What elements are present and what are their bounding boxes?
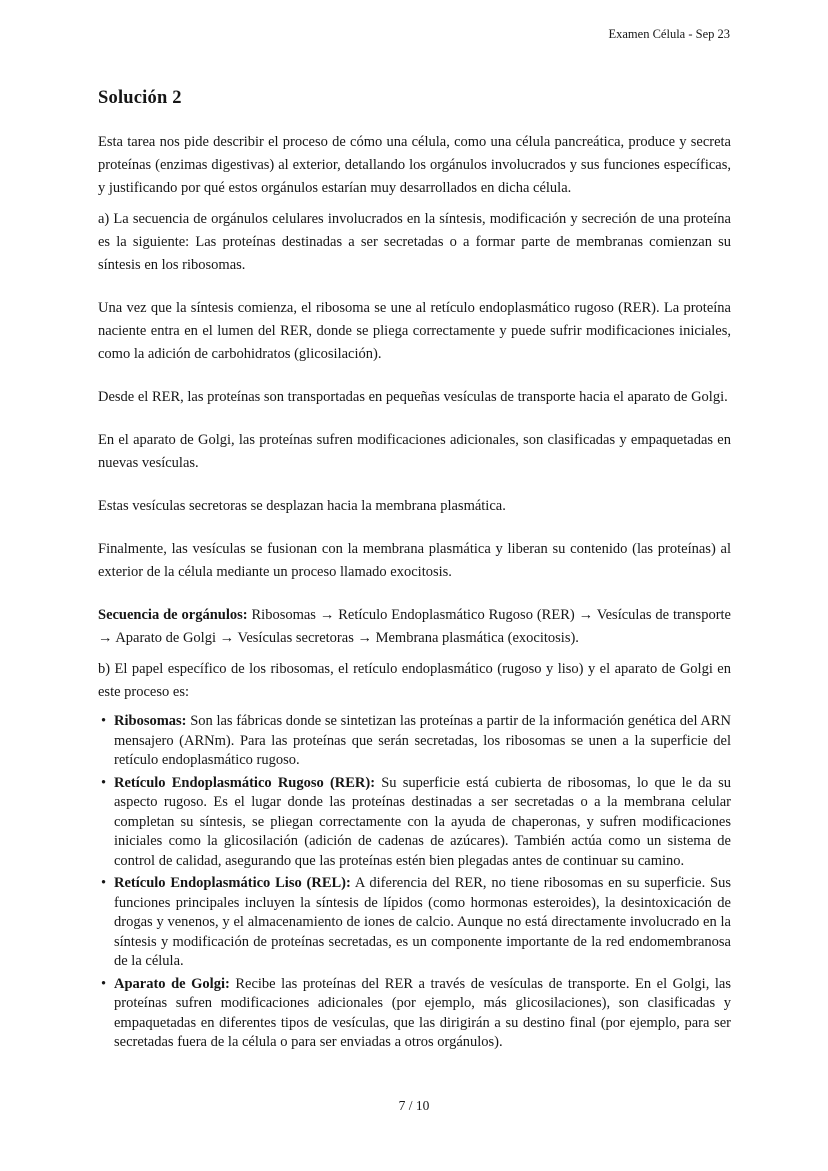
list-item-body: Son las fábricas donde se sintetizan las proteínas a partir de la información genética del ARN mensajero (ARNm). Para las proteínas que serán secretadas, los ribosomas se unen a la superficie del retículo endoplasmático rugoso.	[114, 713, 731, 768]
list-item-label: Ribosomas:	[114, 713, 187, 729]
list-item-body: A diferencia del RER, no tiene ribosomas en su superficie. Sus funciones principales incluyen la síntesis de lípidos (como hormonas esteroides), la desintoxicación de drogas y venenos, y el almacenamiento de iones de calcio. Aunque no está directamente involucrado en la síntesis y modificación de proteínas secretadas, es un componente importante de la red endomembranosa de la célula.	[114, 875, 732, 969]
paragraph-task-intro: Esta tarea nos pide describir el proceso de cómo una célula, como una célula pancreática, produce y secreta proteínas (enzimas digestivas) al exterior, detallando los orgánulos involucrados y sus funciones específicas, y justificando por qué estos orgánulos estarían muy desarrollados en dicha célula.	[98, 134, 731, 196]
list-item-text	[114, 975, 731, 1053]
list-item-body: Su superficie está cubierta de ribosomas, lo que le da su aspecto rugoso. Es el lugar donde las proteínas destinadas a ser secretadas o a la membrana celular completan su síntesis, se pliegan correctamente con la ayuda de chaperonas, y sufren modificaciones iniciales como la glicosilación (adición de cadenas de azúcares). También actúa como un sistema de control de calidad, asegurando que las proteínas estén bien plegadas antes de continuar su camino.	[114, 774, 731, 869]
paragraph-step-rer: Una vez que la síntesis comienza, el ribosoma se une al retículo endoplasmático rugoso (RER). La proteína naciente entra en el lumen del RER, donde se pliega correctamente y puede sufrir modificaciones iniciales, como la adición de carbohidratos (glicosilación).	[98, 300, 731, 362]
list-item	[98, 774, 731, 872]
list-item	[98, 975, 731, 1053]
page-content	[98, 88, 731, 1056]
list-item-label: Retículo Endoplasmático Rugoso (RER):	[114, 774, 376, 791]
list-item	[98, 874, 731, 972]
paragraph-step-vesicles: Estas vesículas secretoras se desplazan hacia la membrana plasmática.	[98, 498, 506, 514]
section-title: Solución 2	[98, 88, 182, 108]
list-item-body: Recibe las proteínas del RER a través de vesículas de transporte. En el Golgi, las proteínas sufren modificaciones adicionales (por ejemplo, más glicosilaciones), son clasificadas y empaquetadas en diferentes tipos de vesículas, que las dirigirán a su destino final (por ejemplo, para ser secretadas fuera de la célula o para ser enviadas a otros orgánulos).	[114, 975, 731, 1050]
paragraph-step-golgi: En el aparato de Golgi, las proteínas sufren modificaciones adicionales, son clasificadas y empaquetadas en nuevas vesículas.	[98, 432, 731, 471]
bullet-icon	[98, 774, 114, 872]
paragraph-step-exocytosis: Finalmente, las vesículas se fusionan con la membrana plasmática y liberan su contenido (las proteínas) al exterior de la célula mediante un proceso llamado exocitosis.	[98, 541, 731, 580]
list-item-text	[114, 874, 731, 972]
list-item-label: Retículo Endoplasmático Liso (REL):	[114, 875, 351, 891]
paragraph-step-transport: Desde el RER, las proteínas son transportadas en pequeñas vesículas de transporte hacia el aparato de Golgi.	[98, 389, 728, 405]
paragraph-sequence	[98, 604, 731, 650]
list-item-label: Aparato de Golgi:	[114, 975, 230, 992]
bullet-icon	[98, 975, 114, 1053]
page-number: 7 / 10	[398, 1098, 430, 1113]
bullet-icon	[98, 712, 114, 771]
paragraph-b-intro: b) El papel específico de los ribosomas, el retículo endoplasmático (rugoso y liso) y el aparato de Golgi en este proceso es:	[98, 661, 731, 700]
running-header: Examen Célula - Sep 23	[608, 27, 730, 41]
list-item	[98, 712, 731, 771]
list-item-text	[114, 712, 731, 771]
organelle-bullet-list	[98, 712, 731, 1053]
bullet-icon	[98, 874, 114, 972]
sequence-label: Secuencia de orgánulos:	[98, 607, 248, 623]
list-item-text	[114, 774, 731, 872]
sequence-text: Ribosomas → Retículo Endoplasmático Rugoso (RER) → Vesículas de transporte → Aparato de Golgi → Vesículas secretoras → Membrana plasmática (exocitosis).	[98, 607, 731, 646]
paragraph-a-intro: a) La secuencia de orgánulos celulares involucrados en la síntesis, modificación y secreción de una proteína es la siguiente: Las proteínas destinadas a ser secretadas o a formar parte de membranas comienzan su síntesis en los ribosomas.	[98, 211, 731, 273]
